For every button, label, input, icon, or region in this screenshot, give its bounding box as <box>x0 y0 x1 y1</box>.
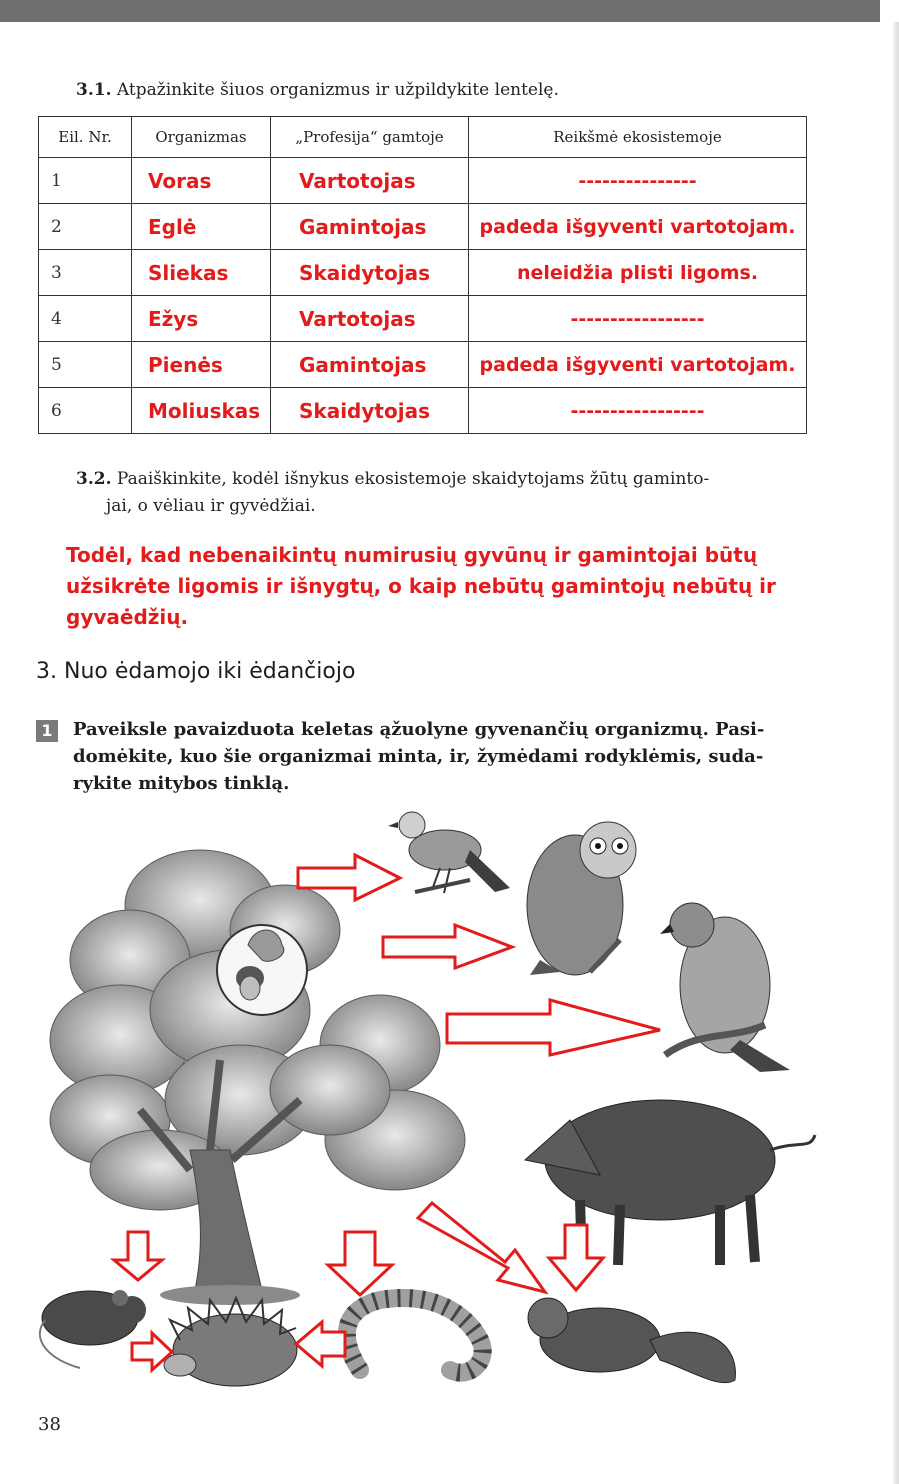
cell-organism: Sliekas <box>132 250 271 296</box>
scan-top-bar <box>0 0 880 22</box>
mouse-icon <box>40 1290 146 1368</box>
hawk-icon <box>660 903 790 1072</box>
acorn-icon <box>217 925 307 1015</box>
cell-nr: 2 <box>39 204 132 250</box>
task-1-text <box>73 716 808 797</box>
earthworm-icon <box>347 1298 483 1373</box>
task-1-line3: rykite mitybos tinklą. <box>73 773 290 794</box>
cell-role: Skaidytojas <box>271 250 469 296</box>
answer-3-2 <box>66 540 826 633</box>
exercise-3-1-number: 3.1. <box>76 80 112 100</box>
arrow-right-icon <box>383 925 512 968</box>
cell-role: Skaidytojas <box>271 388 469 434</box>
scan-corner <box>880 0 899 22</box>
cell-nr: 1 <box>39 158 132 204</box>
page-number: 38 <box>38 1414 61 1435</box>
exercise-3-2-line1: Paaiškinkite, kodėl išnykus ekosistemoje skaidytojams žūtų gaminto- <box>116 469 710 489</box>
table-header-row <box>39 117 807 158</box>
table-row <box>39 342 807 388</box>
header-role: „Profesija“ gamtoje <box>271 117 469 158</box>
task-1-line1: Paveiksle pavaizduota keletas ąžuolyne gyvenančių organizmų. Pasi- <box>73 719 765 740</box>
table-row <box>39 158 807 204</box>
cell-role: Gamintojas <box>271 342 469 388</box>
owl-icon <box>527 822 636 975</box>
food-web-illustration <box>0 790 899 1410</box>
cell-nr: 5 <box>39 342 132 388</box>
cell-meaning: ----------------- <box>469 388 807 434</box>
table-row <box>39 296 807 342</box>
cell-role: Gamintojas <box>271 204 469 250</box>
exercise-3-2-heading <box>76 466 806 520</box>
organisms-table <box>38 116 807 434</box>
arrow-down-icon <box>549 1225 603 1290</box>
cell-meaning: ----------------- <box>469 296 807 342</box>
cell-role: Vartotojas <box>271 296 469 342</box>
answer-line2: užsikrėte ligomis ir išnygtų, o kaip nebūtų gamintojų nebūtų ir <box>66 574 776 598</box>
exercise-3-1-text: Atpažinkite šiuos organizmus ir užpildykite lentelę. <box>116 80 559 100</box>
task-number-badge: 1 <box>36 720 58 742</box>
arrow-left-icon <box>296 1322 345 1366</box>
cell-organism: Eglė <box>132 204 271 250</box>
header-nr: Eil. Nr. <box>39 117 132 158</box>
table-row <box>39 204 807 250</box>
table-row <box>39 388 807 434</box>
arrow-right-icon <box>447 1000 660 1055</box>
cell-organism: Ežys <box>132 296 271 342</box>
hedgehog-icon <box>164 1298 297 1386</box>
arrow-diagonal-icon <box>418 1203 545 1292</box>
cell-meaning: padeda išgyventi vartotojam. <box>469 204 807 250</box>
marten-icon <box>528 1298 735 1383</box>
header-meaning: Reikšmė ekosistemoje <box>469 117 807 158</box>
cell-organism: Moliuskas <box>132 388 271 434</box>
cell-nr: 6 <box>39 388 132 434</box>
exercise-3-2-line2: jai, o vėliau ir gyvėdžiai. <box>106 496 316 516</box>
cell-role: Vartotojas <box>271 158 469 204</box>
cell-organism: Voras <box>132 158 271 204</box>
table-row <box>39 250 807 296</box>
exercise-3-1-heading <box>76 80 559 100</box>
oak-tree-icon <box>50 850 465 1305</box>
section-title: 3. Nuo ėdamojo iki ėdančiojo <box>36 659 356 684</box>
cell-meaning: neleidžia plisti ligoms. <box>469 250 807 296</box>
task-1-line2: domėkite, kuo šie organizmai minta, ir, žymėdami rodyklėmis, suda- <box>73 746 764 767</box>
header-organism: Organizmas <box>132 117 271 158</box>
cell-nr: 3 <box>39 250 132 296</box>
cell-meaning: padeda išgyventi vartotojam. <box>469 342 807 388</box>
arrow-down-icon <box>114 1232 162 1280</box>
cell-nr: 4 <box>39 296 132 342</box>
cell-organism: Pienės <box>132 342 271 388</box>
exercise-3-2-number: 3.2. <box>76 469 112 489</box>
arrow-down-icon <box>328 1232 392 1295</box>
cell-meaning: --------------- <box>469 158 807 204</box>
answer-line3: gyvaėdžių. <box>66 605 189 629</box>
answer-line1: Todėl, kad nebenaikintų numirusių gyvūnų ir gamintojai būtų <box>66 543 758 567</box>
jay-bird-icon <box>388 812 510 893</box>
